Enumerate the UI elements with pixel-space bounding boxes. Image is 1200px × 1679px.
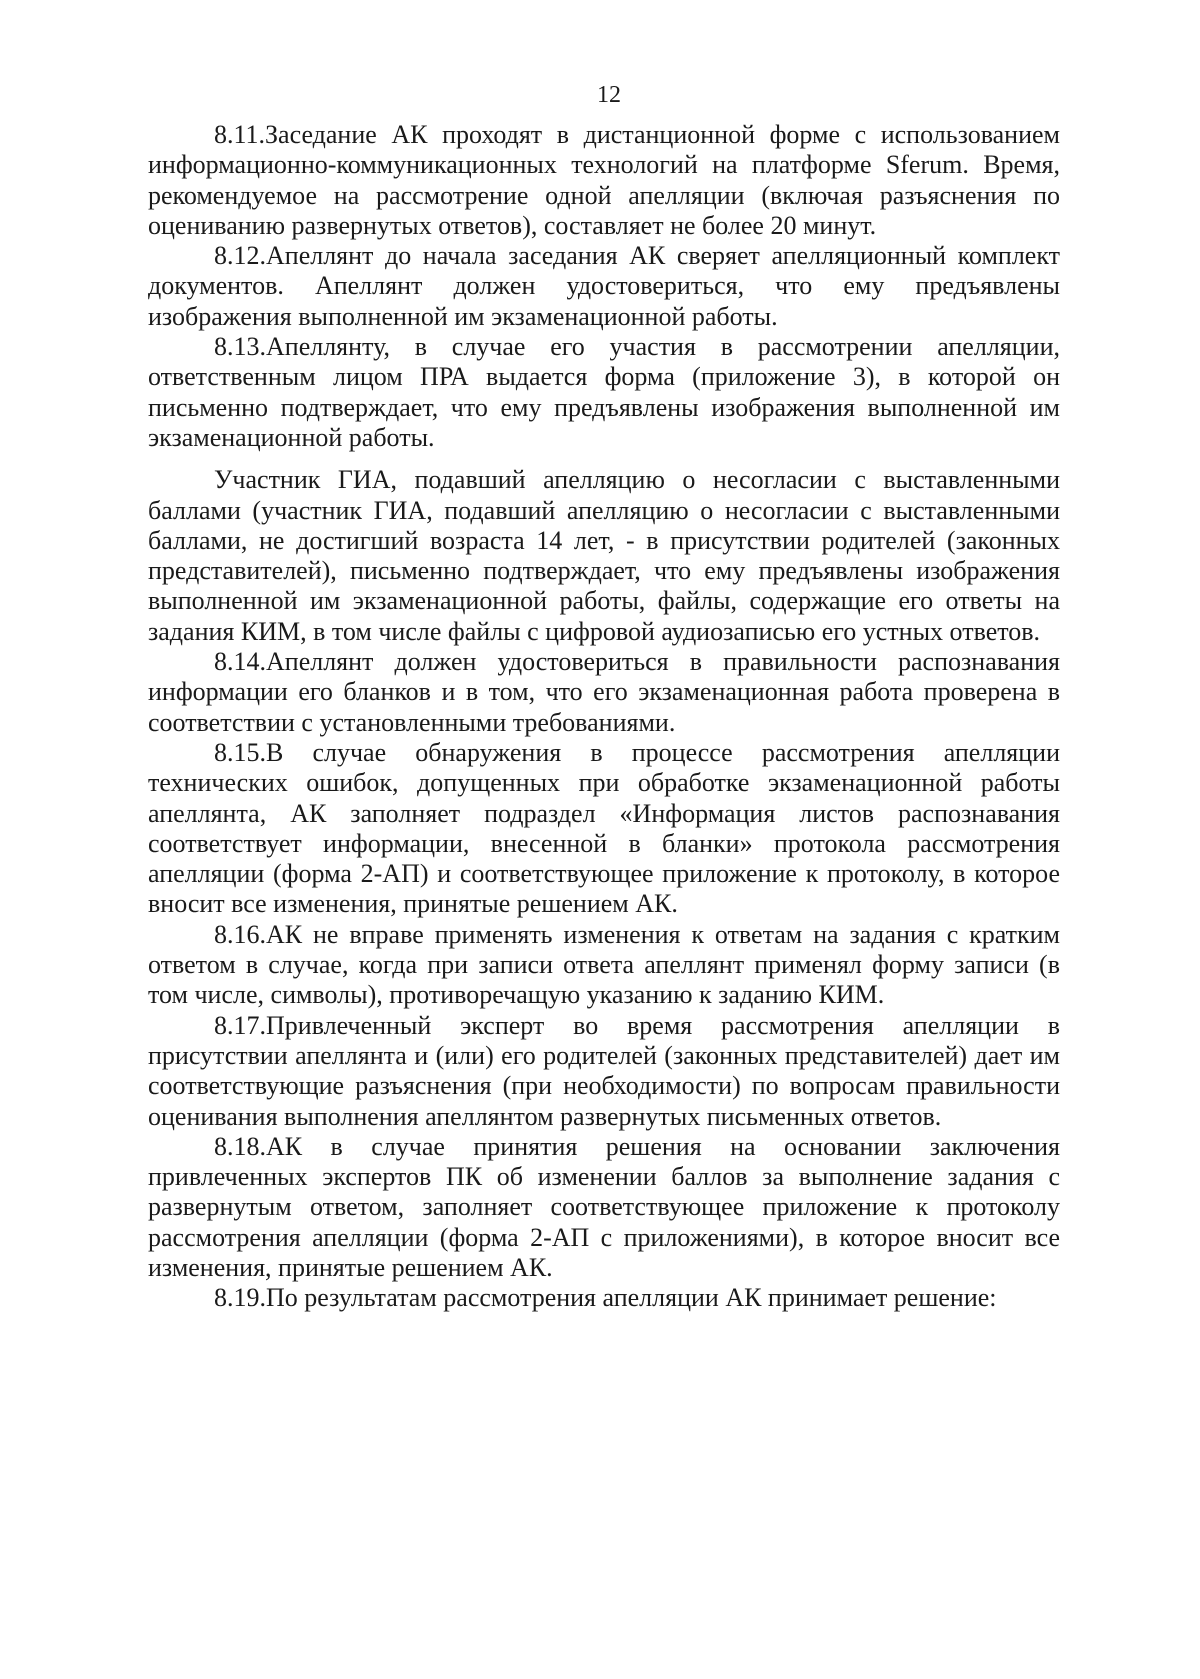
paragraph-8-16: 8.16.АК не вправе применять изменения к ответам на задания с кратким ответом в случае, когда при записи ответа апеллянт применял форму записи (в том числе, символы), противоречащую указанию к заданию КИМ. bbox=[148, 919, 1060, 1010]
paragraph-8-15: 8.15.В случае обнаружения в процессе рассмотрения апелляции технических ошибок, допущенных при обработке экзаменационной работы апеллянта, АК заполняет подраздел «Информация листов распознавания соответствует информации, внесенной в бланки» протокола рассмотрения апелляции (форма 2-АП) и соответствующее приложение к протоколу, в которое вносит все изменения, принятые решением АК. bbox=[148, 737, 1060, 919]
paragraph-8-19: 8.19.По результатам рассмотрения апелляции АК принимает решение: bbox=[214, 1283, 997, 1313]
paragraph-8-14: 8.14.Апеллянт должен удостовериться в правильности распознавания информации его бланков и в том, что его экзаменационная работа проверена в соответствии с установленными требованиями. bbox=[148, 647, 1060, 737]
paragraph-8-17: 8.17.Привлеченный эксперт во время рассмотрения апелляции в присутствии апеллянта и (или) его родителей (законных представителей) дает им соответствующие разъяснения (при необходимости) по вопросам правильности оценивания выполнения апеллянтом развернутых письменных ответов. bbox=[148, 1010, 1060, 1131]
paragraph-8-11: 8.11.Заседание АК проходят в дистанционной форме с использованием информационно-коммуникационных технологий на платформе Sferum. Время, рекомендуемое на рассмотрение одной апелляции (включая разъяснения по оцениванию развернутых ответов), составляет не более 20 минут. bbox=[148, 120, 1060, 240]
paragraph-8-18: 8.18.АК в случае принятия решения на основании заключения привлеченных экспертов ПК об изменении баллов за выполнение задания с развернутым ответом, заполняет соответствующее приложение к протоколу рассмотрения апелляции (форма 2-АП с приложениями), в которое вносит все изменения, принятые решением АК. bbox=[148, 1131, 1060, 1282]
paragraph-gia-participant: Участник ГИА, подавший апелляцию о несогласии с выставленными баллами (участник ГИА, подавший апелляцию о несогласии с выставленными баллами, не достигший возраста 14 лет, - в присутствии родителей (законных представителей), письменно подтверждает, что ему предъявлены изображения выполненной им экзаменационной работы, файлы, содержащие его ответы на задания КИМ, в том числе файлы с цифровой аудиозаписью его устных ответов. bbox=[148, 465, 1060, 646]
document-page bbox=[148, 80, 1060, 1314]
paragraph-8-13: 8.13.Апеллянту, в случае его участия в рассмотрении апелляции, ответственным лицом ПРА выдается форма (приложение 3), в которой он письменно подтверждает, что ему предъявлены изображения выполненной им экзаменационной работы. bbox=[148, 332, 1060, 452]
page-number: 12 bbox=[597, 82, 621, 108]
paragraph-8-12: 8.12.Апеллянт до начала заседания АК сверяет апелляционный комплект документов. Апеллянт должен удостовериться, что ему предъявлены изображения выполненной им экзаменационной работы. bbox=[148, 241, 1060, 331]
